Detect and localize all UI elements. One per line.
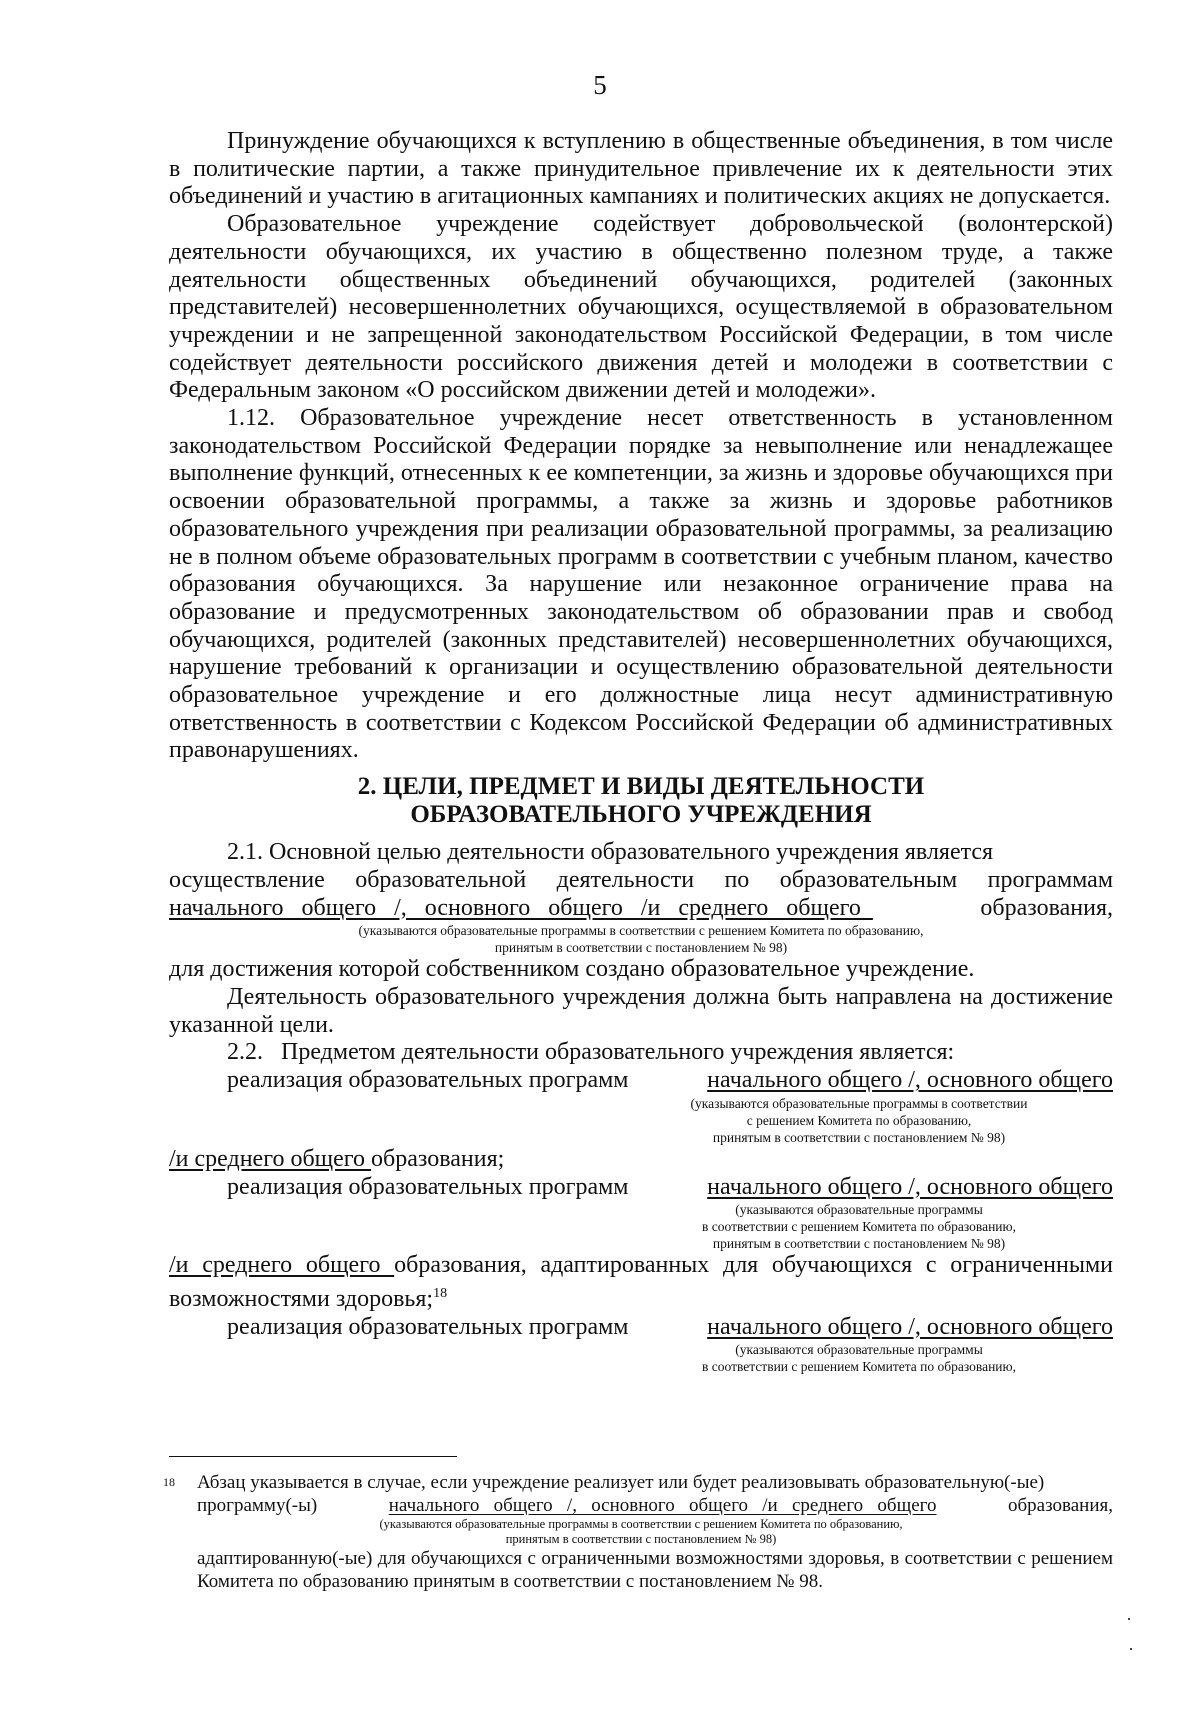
paragraph-volunteering: Образовательное учреждение содействует добровольческой (волонтерской) деятельности обучающихся, их участию в общественно полезном труде, а также деятельности общественных объединений обучающихся, родителей (законных представителей) несовершеннолетних обучающихся, осуществляемой в образовательном учреждении и не запрещенной законодательством Российской Федерации, в том числе содействует деятельности российского движения детей и молодежи в соответствии с Федеральным законом «О российском движении детей и молодежи». <box>169 211 1113 404</box>
document-body <box>169 128 1113 1375</box>
paragraph-coercion: Принуждение обучающихся к вступлению в общественные объединения, в том числе в политические партии, а также принудительное привлечение их к деятельности этих объединений и участию в агитационных кампаниях и политических акциях не допускается. <box>169 128 1113 210</box>
clause-2-2-item2-cont: /и среднего общего образования, адаптированных для обучающихся с ограниченными возможностями здоровья;$^{18}$ <box>169 1252 1113 1312</box>
page-number: 5 <box>593 70 607 100</box>
clause-2-2-item2: реализация образовательных программ начального общего /, основного общего <box>227 1173 1113 1200</box>
clause-2-2-item3: реализация образовательных программ начального общего /, основного общего <box>227 1313 1113 1340</box>
footnote-note: (указываются образовательные программы в соответствии с решением Комитета по образованию, принятым в соответствии с постановлением № 98) <box>379 1517 903 1546</box>
clause-2-2-item2-note: (указываются образовательные программы в соответствии с решением Комитета по образованию, принятым в соответствии с постановлением № 98) <box>702 1202 1016 1252</box>
footnote-mark: 18 <box>163 1475 175 1489</box>
paragraph-goal: Деятельность образовательного учреждения должна быть направлена на достижение указанной цели. <box>169 983 1113 1038</box>
clause-2-1-line2: осуществление образовательной деятельности по образовательным программам <box>169 866 1113 893</box>
footnote-divider <box>169 1456 457 1457</box>
section-heading-line2: ОБРАЗОВАТЕЛЬНОГО УЧРЕЖДЕНИЯ <box>410 801 872 829</box>
clause-2-1-line1: 2.1. Основной целью деятельности образовательного учреждения является <box>227 839 994 866</box>
section-heading-line1: 2. ЦЕЛИ, ПРЕДМЕТ И ВИДЫ ДЕЯТЕЛЬНОСТИ <box>357 773 925 801</box>
clause-2-2-intro: 2.2. Предметом деятельности образовательного учреждения является: <box>227 1039 955 1066</box>
footnote-line2: программу(-ы) начального общего /, основного общего /и среднего общего образования, <box>197 1495 1113 1516</box>
footnote-line1: Абзац указывается в случае, если учреждение реализует или будет реализовывать образовательную(-ые) <box>197 1472 1045 1493</box>
clause-2-1-line4: для достижения которой собственником создано образовательное учреждение. <box>169 956 975 983</box>
clause-2-2-item1: реализация образовательных программ начального общего /, основного общего <box>227 1067 1113 1094</box>
footnote-line3: адаптированную(-ые) для обучающихся с ограниченными возможностями здоровья, в соответствии с решением Комитета по образованию принятым в соответствии с постановлением № 98. <box>197 1548 1113 1592</box>
program-levels-underlined: начального общего /, основного общего /и среднего общего <box>169 894 873 921</box>
section-heading <box>169 773 1113 829</box>
footnote <box>163 1471 1113 1593</box>
paragraph-1-12: 1.12. Образовательное учреждение несет ответственность в установленном законодательством Российской Федерации порядке за невыполнение или ненадлежащее выполнение функций, отнесенных к ее компетенции, за жизнь и здоровье обучающихся при освоении образовательной программы, а также за жизнь и здоровье работников образовательного учреждения при реализации образовательной программы, за реализацию не в полном объеме образовательных программ в соответствии с учебным планом, качество образования обучающихся. За нарушение или незаконное ограничение права на образование и предусмотренных законодательством об образовании прав и свобод обучающихся, родителей (законных представителей) несовершеннолетних обучающихся, нарушение требований к организации и осуществлению образовательной деятельности образовательное учреждение и его должностные лица несут административную ответственность в соответствии с Кодексом Российской Федерации об административных правонарушениях. <box>169 405 1113 764</box>
clause-2-2-item1-note: (указываются образовательные программы в соответствии с решением Комитета по образованию, принятым в соответствии с постановлением № 98) <box>690 1095 1028 1145</box>
clause-2-2-item3-note: (указываются образовательные программы в соответствии с решением Комитета по образованию, <box>702 1342 1016 1375</box>
scan-speck <box>1128 1618 1130 1620</box>
clause-2-1-line3: начального общего /, основного общего /и среднего общего образования, <box>169 894 1113 921</box>
scan-speck <box>1130 1648 1132 1650</box>
footnote-ref[interactable]: 18 <box>433 1285 448 1301</box>
clause-2-2-item1-cont: /и среднего общего образования; <box>169 1145 505 1172</box>
clause-2-1-note: (указываются образовательные программы в соответствии с решением Комитета по образованию, принятым в соответствии с постановлением № 98) <box>358 923 924 956</box>
